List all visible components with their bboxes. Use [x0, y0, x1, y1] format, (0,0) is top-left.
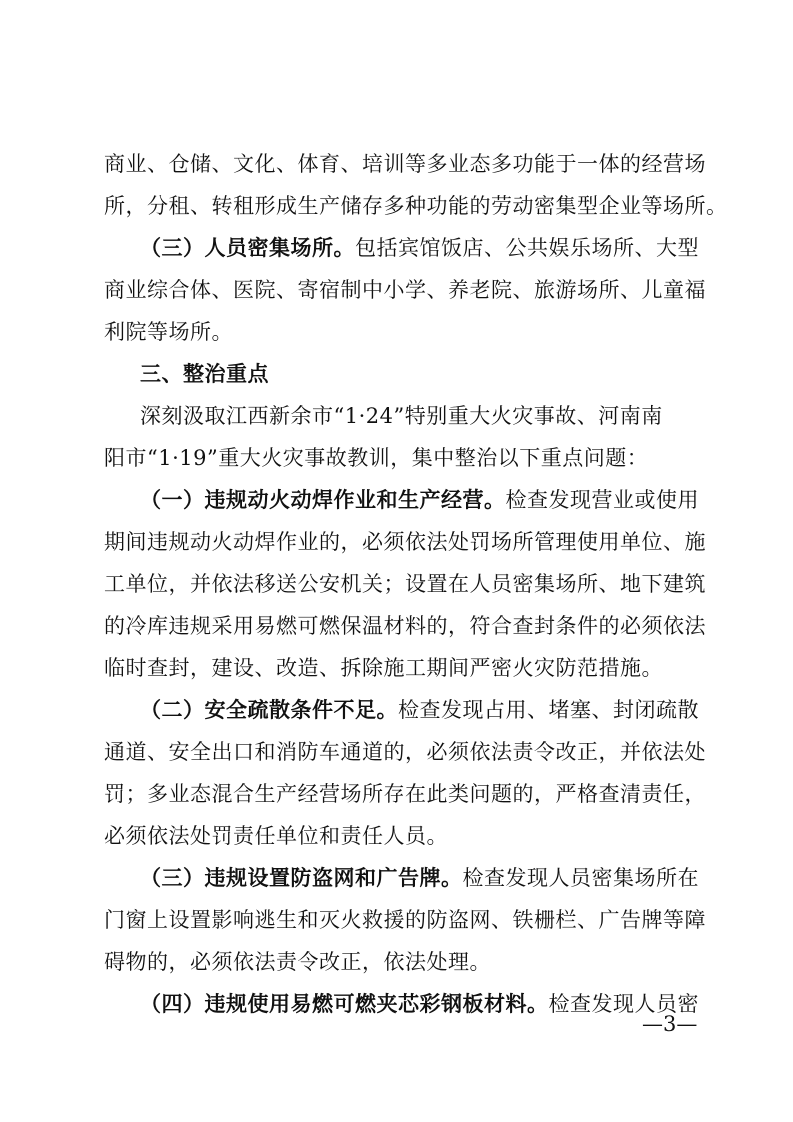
line-text: 期间违规动火动焊作业的，必须依法处罚场所管理使用单位、施 [104, 530, 706, 554]
paragraph-line [104, 444, 648, 472]
line-text: 检查发现人员密集场所在 [462, 866, 699, 890]
paragraph-line [140, 486, 699, 514]
line-text: 罚；多业态混合生产经营场所存在此类问题的，严格查清责任， [104, 782, 706, 806]
paragraph-line [140, 234, 699, 262]
paragraph-line [104, 276, 706, 304]
section-heading: （四）违规使用易燃可燃夹芯彩钢板材料。 [140, 991, 549, 1016]
line-text: 通道、安全出口和消防车通道的，必须依法责令改正，并依法处 [104, 740, 706, 764]
section-heading: 三、整治重点 [140, 361, 269, 386]
paragraph-line [104, 150, 706, 178]
line-text: 利院等场所。 [104, 320, 233, 344]
section-heading: （三）人员密集场所。 [140, 235, 355, 260]
paragraph-line [104, 906, 706, 934]
paragraph-line [104, 822, 448, 850]
line-text: 检查发现占用、堵塞、封闭疏散 [398, 698, 699, 722]
paragraph-line [104, 570, 706, 598]
section-heading: （一）违规动火动焊作业和生产经营。 [140, 487, 506, 512]
line-text: 包括宾馆饭店、公共娱乐场所、大型 [355, 236, 699, 260]
line-text: 商业、仓储、文化、体育、培训等多业态多功能于一体的经营场 [104, 152, 706, 176]
paragraph-line [104, 738, 706, 766]
paragraph-line [104, 318, 233, 346]
page-number: —3— [642, 1012, 698, 1036]
line-text: 的冷库违规采用易燃可燃保温材料的，符合查封条件的必须依法 [104, 614, 706, 638]
line-text: 商业综合体、医院、寄宿制中小学、养老院、旅游场所、儿童福 [104, 278, 706, 302]
paragraph-line [140, 864, 699, 892]
paragraph-line [104, 948, 491, 976]
line-text: 阳市“1·19”重大火灾事故教训，集中整治以下重点问题： [104, 446, 649, 470]
section-heading: （三）违规设置防盗网和广告牌。 [140, 865, 463, 890]
paragraph-line [104, 654, 663, 682]
paragraph-line [140, 402, 663, 430]
section-title [140, 360, 269, 388]
section-heading: （二）安全疏散条件不足。 [140, 697, 398, 722]
line-text: 所，分租、转租形成生产储存多种功能的劳动密集型企业等场所。 [104, 194, 728, 218]
line-text: 检查发现营业或使用 [505, 488, 699, 512]
line-text: 碍物的，必须依法责令改正，依法处理。 [104, 950, 491, 974]
paragraph-line [104, 612, 706, 640]
paragraph-line [104, 192, 728, 220]
line-text: 深刻汲取江西新余市“1·24”特别重大火灾事故、河南南 [140, 404, 663, 428]
line-text: 检查发现人员密 [548, 992, 699, 1016]
paragraph-line [140, 696, 699, 724]
line-text: 工单位，并依法移送公安机关；设置在人员密集场所、地下建筑 [104, 572, 706, 596]
paragraph-line [104, 528, 706, 556]
line-text: 必须依法处罚责任单位和责任人员。 [104, 824, 448, 848]
paragraph-line [140, 990, 699, 1018]
line-text: 临时查封，建设、改造、拆除施工期间严密火灾防范措施。 [104, 656, 663, 680]
line-text: 门窗上设置影响逃生和灭火救援的防盗网、铁栅栏、广告牌等障 [104, 908, 706, 932]
paragraph-line [104, 780, 706, 808]
